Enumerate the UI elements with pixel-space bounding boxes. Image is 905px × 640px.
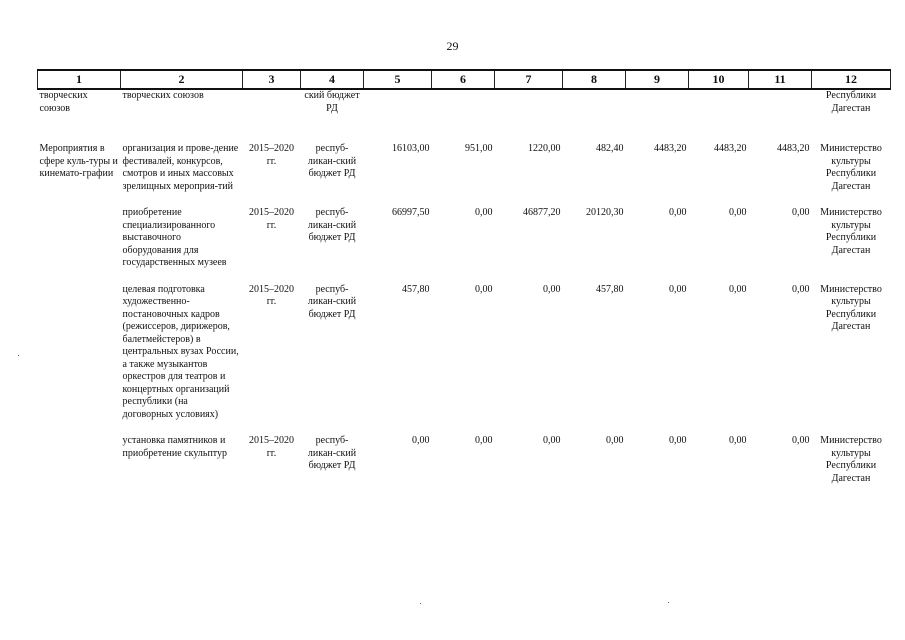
table-row bbox=[38, 141, 891, 205]
cell-year-value: 457,80 bbox=[596, 283, 624, 295]
cell-activity: творческих союзов bbox=[122, 90, 204, 101]
cell-period: 2015–2020 гг. bbox=[249, 207, 294, 231]
cell-year-value: 0,00 bbox=[606, 435, 624, 446]
cell-executor: Министерство культуры Республики Дагестан bbox=[820, 143, 882, 192]
budget-table bbox=[37, 69, 891, 497]
cell-funding-source: ский бюджет РД bbox=[304, 90, 360, 114]
scan-speck bbox=[420, 603, 421, 604]
col-header-5: 5 bbox=[364, 70, 432, 89]
cell-total: 66997,50 bbox=[392, 207, 430, 218]
cell-funding-source: респуб-ликан-ский бюджет РД bbox=[307, 143, 357, 179]
cell-year-value: 0,00 bbox=[669, 283, 687, 295]
cell-event-group: творческих союзов bbox=[39, 90, 88, 114]
table-row bbox=[38, 433, 891, 497]
cell-executor: Министерство культуры Республики Дагестан bbox=[820, 435, 882, 484]
cell-year-value: 0,00 bbox=[475, 207, 493, 218]
col-header-8: 8 bbox=[563, 70, 626, 89]
col-header-3: 3 bbox=[243, 70, 301, 89]
cell-activity: установка памятников и приобретение скульптур bbox=[122, 435, 228, 459]
cell-year-value: 46877,20 bbox=[523, 207, 561, 218]
cell-year-value bbox=[432, 89, 495, 141]
cell-event-group: Мероприятия в сфере куль-туры и кинемато-графии bbox=[39, 143, 118, 179]
cell-executor: Министерство культуры Республики Дагестан bbox=[820, 207, 882, 256]
cell-activity: целевая подготовка художественно-постановочных кадров (режиссеров, дирижеров, балетмейстеров) в центральных вузах России, а также музыкантов оркестров для театров и концертных организаций республики (на договорных условиях) bbox=[122, 283, 239, 420]
cell-year-value bbox=[689, 89, 749, 141]
col-header-12: 12 bbox=[812, 70, 891, 89]
cell-year-value: 0,00 bbox=[792, 283, 810, 295]
cell-period: 2015–2020 гг. bbox=[249, 435, 294, 459]
cell-year-value: 0,00 bbox=[729, 435, 747, 446]
cell-year-value: 1220,00 bbox=[528, 143, 561, 154]
cell-funding-source: респуб-ликан-ский бюджет РД bbox=[307, 283, 357, 320]
cell-period: 2015–2020 гг. bbox=[249, 283, 294, 307]
cell-executor: Министерство культуры Республики Дагестан bbox=[820, 283, 882, 332]
cell-funding-source: респуб-ликан-ский бюджет РД bbox=[307, 207, 357, 243]
cell-year-value: 4483,20 bbox=[654, 143, 687, 154]
cell-total: 16103,00 bbox=[392, 143, 430, 154]
cell-year-value: 0,00 bbox=[729, 207, 747, 218]
scan-speck bbox=[18, 355, 19, 356]
cell-year-value: 0,00 bbox=[543, 283, 561, 295]
cell-period bbox=[243, 89, 301, 141]
col-header-10: 10 bbox=[689, 70, 749, 89]
cell-year-value: 0,00 bbox=[792, 207, 810, 218]
col-header-7: 7 bbox=[495, 70, 563, 89]
cell-year-value: 0,00 bbox=[475, 435, 493, 446]
cell-year-value bbox=[749, 89, 812, 141]
cell-event-group bbox=[38, 205, 121, 282]
cell-funding-source: респуб-ликан-ский бюджет РД bbox=[307, 435, 357, 471]
cell-year-value: 4483,20 bbox=[714, 143, 747, 154]
cell-activity: организация и прове-дение фестивалей, конкурсов, смотров и иных массовых зрелищных мероприя-тий bbox=[122, 143, 239, 192]
cell-year-value bbox=[563, 89, 626, 141]
cell-executor: Республики Дагестан bbox=[825, 90, 877, 114]
cell-year-value: 951,00 bbox=[465, 143, 493, 154]
col-header-4: 4 bbox=[301, 70, 364, 89]
page-number: 29 bbox=[446, 39, 459, 53]
cell-year-value: 0,00 bbox=[669, 435, 687, 446]
table-row bbox=[38, 205, 891, 282]
cell-total bbox=[364, 89, 432, 141]
col-header-9: 9 bbox=[626, 70, 689, 89]
cell-year-value: 482,40 bbox=[596, 143, 624, 154]
header-row bbox=[38, 70, 891, 89]
cell-event-group bbox=[38, 282, 121, 434]
cell-total: 457,80 bbox=[402, 283, 430, 295]
col-header-2: 2 bbox=[121, 70, 243, 89]
cell-year-value: 0,00 bbox=[792, 435, 810, 446]
scan-speck bbox=[668, 602, 669, 603]
cell-year-value bbox=[626, 89, 689, 141]
cell-total: 0,00 bbox=[412, 435, 430, 446]
col-header-11: 11 bbox=[749, 70, 812, 89]
cell-year-value: 4483,20 bbox=[777, 143, 810, 154]
cell-year-value bbox=[495, 89, 563, 141]
cell-event-group bbox=[38, 433, 121, 497]
cell-activity: приобретение специализированного выставочного оборудования для государственных музеев bbox=[122, 207, 227, 268]
table-row bbox=[38, 282, 891, 434]
table-row bbox=[38, 89, 891, 141]
cell-year-value: 0,00 bbox=[669, 207, 687, 218]
cell-year-value: 0,00 bbox=[729, 283, 747, 295]
cell-year-value: 20120,30 bbox=[586, 207, 624, 218]
col-header-6: 6 bbox=[432, 70, 495, 89]
cell-year-value: 0,00 bbox=[543, 435, 561, 446]
cell-year-value: 0,00 bbox=[475, 283, 493, 295]
col-header-1: 1 bbox=[38, 70, 121, 89]
cell-period: 2015–2020 гг. bbox=[249, 143, 294, 167]
